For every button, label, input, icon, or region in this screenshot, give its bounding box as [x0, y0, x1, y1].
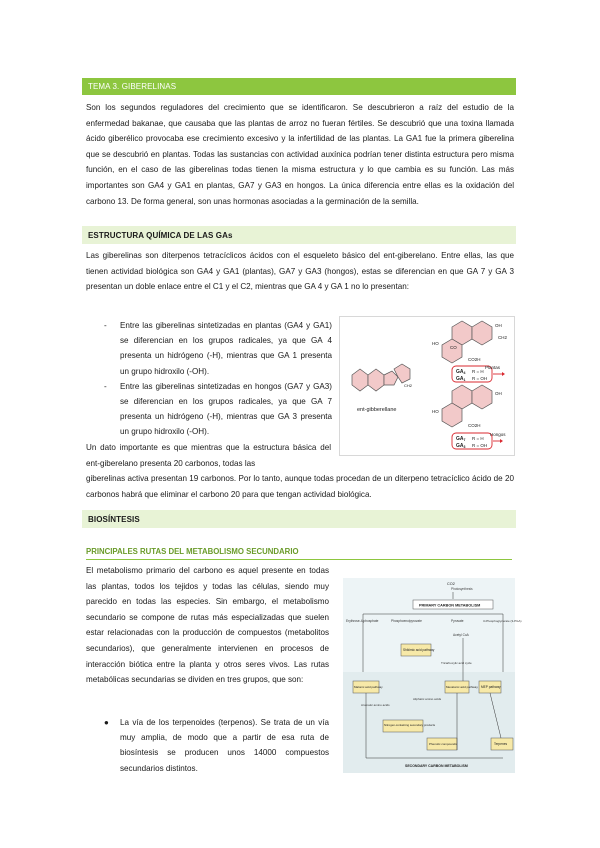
erythrose-label: Erythrose-4-phosphate [346, 619, 379, 623]
co2-label: CO2 [447, 582, 455, 586]
three-pga-label: 3-Phosphoglycerate (3-PGA) [483, 619, 522, 623]
metabolism-diagram-svg [343, 578, 522, 773]
ga7-label: $GA_7$ [456, 436, 466, 442]
acetyl-label: Acetyl CoA [453, 633, 469, 637]
secondary-metabolism-label: SECONDARY CARBON METABOLISM [405, 764, 468, 768]
dash-marker: - [104, 381, 107, 391]
malonic-label: Malonic acid pathway [354, 685, 383, 689]
structure-paragraph-2a: Un dato importante es que mientras que la estructura básica del ent-giberelano presenta 20 carbonos, todas las [86, 443, 331, 468]
list-item [86, 379, 332, 440]
ga4-ga1-structure [442, 321, 492, 363]
co-label: CO [450, 345, 457, 350]
ga7-ga3-structure [442, 385, 492, 427]
arrowhead-icon [500, 439, 503, 443]
plantas-label: Plantas [485, 365, 501, 370]
ga1-label: $GA_1$ [456, 376, 466, 382]
r-h-label: R = H [472, 369, 484, 374]
arrowhead-icon [502, 372, 505, 376]
pep-label: Phosphoenolpyruvate [391, 619, 422, 623]
pyruvate-label: Pyruvate [451, 619, 464, 623]
structure-list [86, 318, 332, 440]
routes-list [86, 715, 329, 776]
intro-paragraph: Son los segundos reguladores del crecimiento que se identificaron. Se descubrieron a raíz del estudio de la enfermedad bakanae, que causaba que las plantas de arroz no fueran fértiles. Se descubrió que una toxina llamada ácido giberélico provocaba ese crecimiento excesivo y la infertilidad de las plantas. La GA1 fue la primera giberelina que se descubrió en plantas. Todas las sustancias con actividad auxínica podrían tener distinta estructura pero misma función, en el caso de las giberelinas todas tienen la misma estructura y lo que cambia es su función. Las más importantes son GA4 y GA1 en plantas, GA7 y GA3 en hongos. La única diferencia entre ellas es la oxidación del carbono 13. De forma general, son unas hormonas asociadas a la germinación de la semilla. [86, 103, 514, 206]
ch2-label: CH2 [498, 335, 508, 340]
list-item-text: Entre las giberelinas sintetizadas en plantas (GA4 y GA1) se diferencian en los grupos radicales, ya que GA 4 presenta un hidrógeno (-H), mientras que GA 1 presenta un grupo hidroxilo (-OH). [120, 321, 332, 376]
primary-metabolism-label: PRIMARY CARBON METABOLISM [419, 603, 481, 608]
co2h-label: CO2H [468, 423, 481, 428]
structure-paragraph-2b: giberelinas activa presentan 19 carbonos. Por lo tanto, aunque todas procedan de un diterpeno tetracíclico ácido de 20 carbonos habrá que eliminar el carbono 20 para que tengan actividad biológica. [86, 474, 514, 499]
nitrogen-label: Nitrogen-containing secondary products [384, 723, 436, 727]
mevalonic-label: Mevalonic acid pathway [446, 685, 478, 689]
ho-label: HO [432, 341, 439, 346]
hongos-label: Hongos [490, 432, 506, 437]
routes-subheading: PRINCIPALES RUTAS DEL METABOLISMO SECUNDARIO [86, 547, 512, 560]
biosynthesis-heading: BIOSÍNTESIS [88, 515, 140, 524]
structure-heading: ESTRUCTURA QUÍMICA DE LAS GAs [88, 231, 233, 240]
bullet-marker: ● [104, 718, 109, 727]
ga3-label: $GA_3$ [456, 443, 466, 449]
r-oh-label: R = OH [472, 443, 488, 448]
structure-paragraph: Las giberelinas son diterpenos tetracíclicos ácidos con el esqueleto básico del ent-giberelano. Entre ellas, las que tienen actividad biológica son GA4 y GA1 (plantas), GA7 y GA3 (hongos), estas se diferencian en que GA 7 y GA 3 presentan un doble enlace entre el C1 y el C2, mientras que GA 4 y GA 1 no lo presentan: [86, 251, 514, 292]
routes-paragraph: El metabolismo primario del carbono es aquel presente en todas las plantas, todos los tejidos y todas las células, siendo muy parecido en todas las especies. Sin embargo, el metabolismo secundario se compone de rutas más especializadas que suelen estar relacionadas con la producción de compuestos (metabolitos secundarios), que generalmente intervienen en procesos de interacción biótica entre la planta y otros seres vivos. Las rutas metabólicas secundarias se dividen en tres grupos, que son: [86, 566, 329, 685]
mep-label: MEP pathway [481, 685, 501, 689]
ga4-label: $GA_4$ [456, 369, 466, 375]
ent-gibberellane-skeleton [352, 364, 410, 391]
section-title: TEMA 3. GIBERELINAS [88, 82, 177, 91]
tca-label: Tricarboxylic acid cycle [441, 661, 472, 665]
aromatic-label: Aromatic amino acids [361, 703, 390, 707]
r-oh-label: R = OH [472, 376, 488, 381]
ch2-label: CH2 [404, 383, 413, 388]
oh-label: OH [495, 323, 502, 328]
ent-gibberellane-label: ent-gibberellane [357, 407, 397, 413]
co2h-label: CO2H [468, 357, 481, 362]
list-item [86, 715, 329, 776]
list-item-text: La vía de los terpenoides (terpenos). Se trata de un vía muy amplia, de modo que a partir de esa ruta de biosíntesis se producen unos 14000 compuestos secundarios distintos. [120, 718, 329, 773]
aliphatic-label: Aliphatic amino acids [413, 697, 442, 701]
ho-label: HO [432, 409, 439, 414]
terpenes-label: Terpenes [494, 742, 508, 746]
list-item [86, 318, 332, 379]
metabolism-diagram [343, 578, 522, 773]
list-item-text: Entre las giberelinas sintetizadas en hongos (GA7 y GA3) se diferencian en los grupos radicales, ya que GA 7 presenta un hidrógeno (-H), mientras que GA 3 presenta un grupo hidroxilo (-OH). [120, 381, 332, 437]
ga7-ga3-box [452, 433, 492, 449]
structure-heading-bar [82, 226, 516, 244]
gibberellin-structures-svg [340, 317, 514, 455]
shikimic-label: Shikimic acid pathway [403, 648, 435, 652]
oh-label: OH [495, 391, 502, 396]
r-h-label: R = H [472, 436, 484, 441]
dash-marker: - [104, 321, 107, 330]
phenolic-label: Phenolic compounds [429, 742, 457, 746]
section-title-bar [82, 78, 516, 95]
biosynthesis-heading-bar [82, 510, 516, 528]
photosynthesis-label: Photosynthesis [451, 587, 473, 591]
gibberellin-structures-figure [339, 316, 515, 456]
